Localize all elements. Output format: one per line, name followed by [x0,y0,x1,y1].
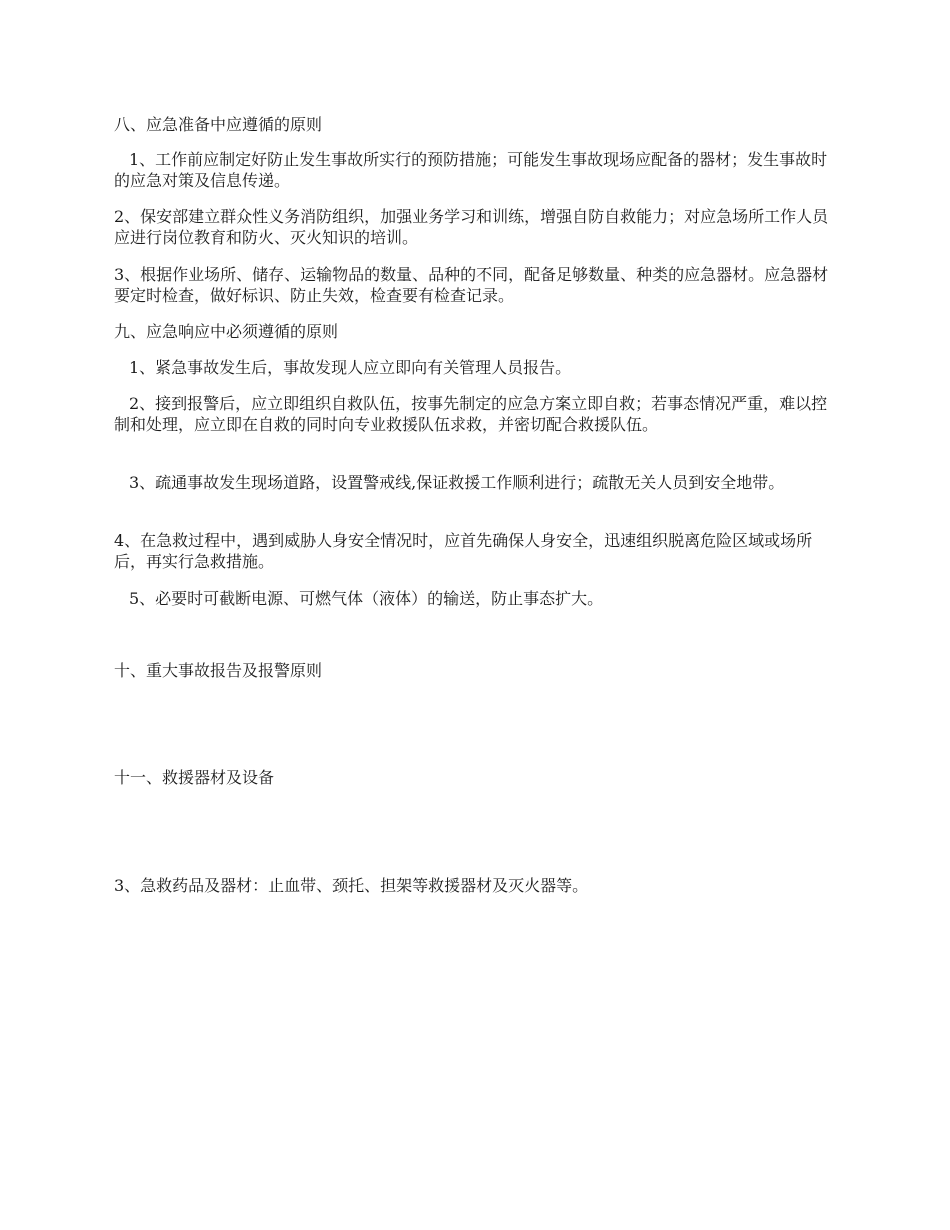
section-8-item-2: 2、保安部建立群众性义务消防组织，加强业务学习和训练，增强自防自救能力；对应急场所工作人员应进行岗位教育和防火、灭火知识的培训。 [114,207,829,247]
section-9-item-2: 2、接到报警后，应立即组织自救队伍，按事先制定的应急方案立即自救；若事态情况严重，难以控制和处理，应立即在自救的同时向专业救援队伍求救，并密切配合救援队伍。 [114,394,828,434]
section-9-item-5: 5、必要时可截断电源、可燃气体（液体）的输送，防止事态扩大。 [129,589,604,608]
section-9-item-4: 4、在急救过程中，遇到威胁人身安全情况时，应首先确保人身安全，迅速组织脱离危险区域或场所后，再实行急救措施。 [114,531,813,571]
section-11-item-3: 3、急救药品及器材：止血带、颈托、担架等救援器材及灭火器等。 [114,876,589,895]
section-10-heading: 十、重大事故报告及报警原则 [114,661,323,680]
section-8-item-3: 3、根据作业场所、储存、运输物品的数量、品种的不同，配备足够数量、种类的应急器材。应急器材要定时检查，做好标识、防止失效，检查要有检查记录。 [114,265,829,305]
section-8-heading: 八、应急准备中应遵循的原则 [114,115,323,134]
section-9-heading: 九、应急响应中必须遵循的原则 [114,322,339,341]
section-9-item-3: 3、疏通事故发生现场道路，设置警戒线,保证救援工作顺利进行；疏散无关人员到安全地带。 [129,473,785,492]
section-11-heading: 十一、救援器材及设备 [114,768,275,787]
section-8-item-1: 1、工作前应制定好防止发生事故所实行的预防措施；可能发生事故现场应配备的器材；发生事故时的应急对策及信息传递。 [114,150,828,190]
section-9-item-1: 1、紧急事故发生后，事故发现人应立即向有关管理人员报告。 [129,358,572,377]
